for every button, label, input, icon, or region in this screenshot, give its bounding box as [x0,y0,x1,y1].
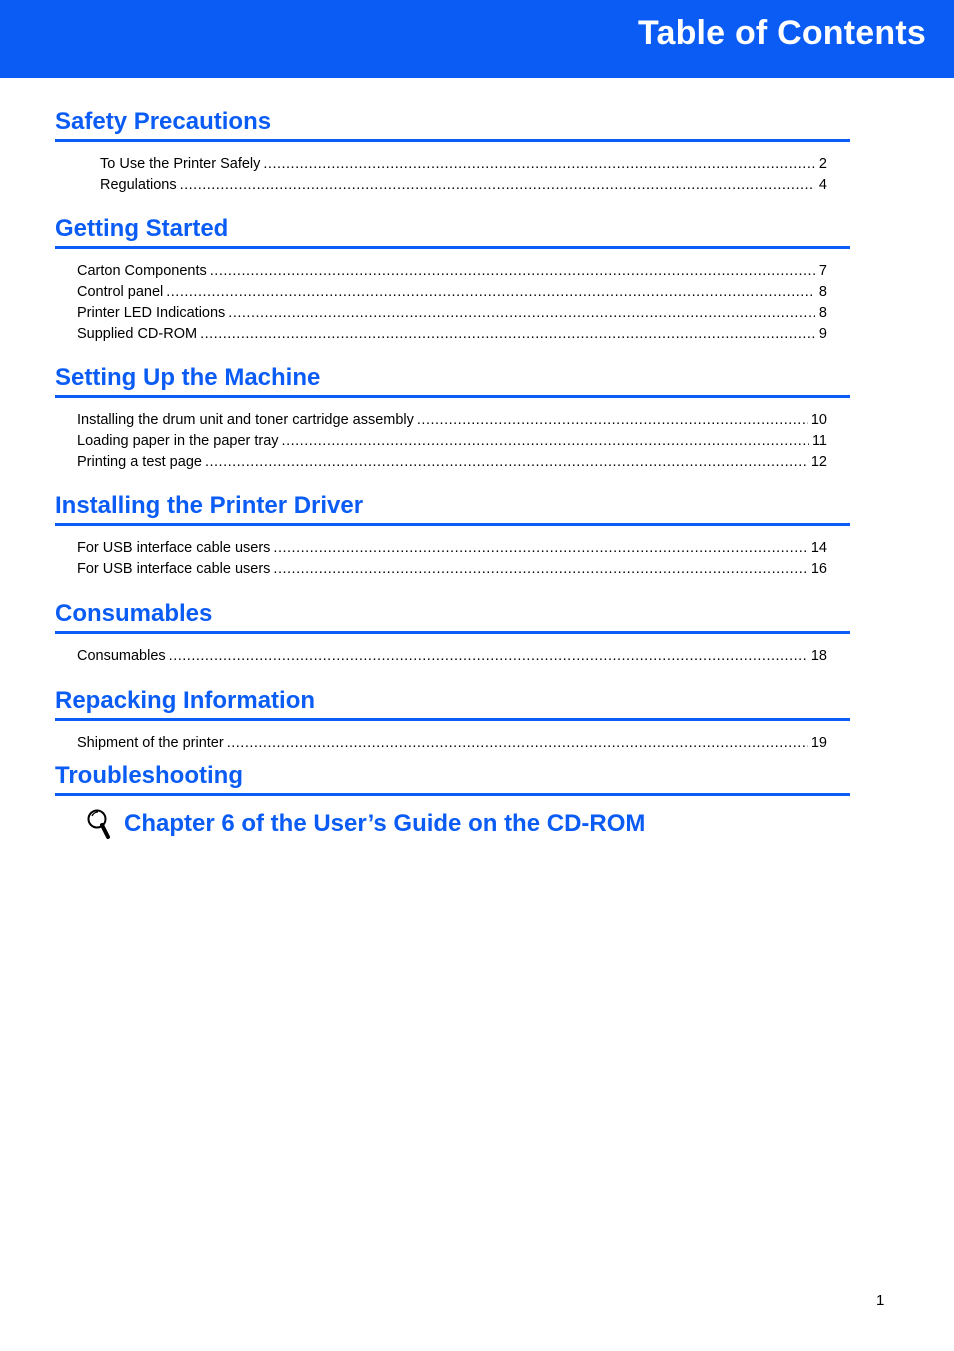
toc-entry[interactable] [55,175,850,196]
toc-entry-page: 12 [810,454,827,470]
section-printer-driver [55,492,850,580]
section-setting-up [55,364,850,473]
toc-entry[interactable] [55,559,850,580]
dot-leader [169,646,808,667]
toc-entry-page: 2 [818,156,827,172]
toc-entry-page: 10 [810,412,827,428]
section-title: Troubleshooting [55,762,850,796]
toc-entry[interactable] [55,646,850,667]
toc-entry[interactable] [55,261,850,282]
toc-entry-label: Printer LED Indications [77,305,226,321]
toc-entry[interactable] [55,538,850,559]
toc-entry-label: Installing the drum unit and toner cartridge assembly [77,412,414,428]
dot-leader [180,175,815,196]
toc-entry-page: 8 [818,305,827,321]
dot-leader [273,559,807,580]
toc-entry-label: For USB interface cable users [77,561,271,577]
toc-entry-label: To Use the Printer Safely [100,156,261,172]
toc-entry-label: Regulations [100,177,177,193]
toc-entry[interactable] [55,282,850,303]
reference-text: Chapter 6 of the User’s Guide on the CD-ROM [124,810,646,837]
toc-entry[interactable] [55,154,850,175]
toc-entry-label: Consumables [77,648,166,664]
section-title: Installing the Printer Driver [55,492,850,526]
section-getting-started [55,215,850,345]
toc-entry[interactable] [55,733,850,754]
section-troubleshooting [55,762,850,796]
section-safety-precautions [55,108,850,196]
toc-entry-page: 14 [810,540,827,556]
toc-entry-page: 19 [810,735,827,751]
toc-entry-page: 16 [810,561,827,577]
toc-entry-label: Loading paper in the paper tray [77,433,279,449]
toc-entry-page: 11 [811,433,827,449]
toc-entry-label: Shipment of the printer [77,735,224,751]
toc-entry-label: Supplied CD-ROM [77,326,198,342]
toc-entry-page: 18 [810,648,827,664]
section-title: Repacking Information [55,687,850,721]
section-repacking [55,687,850,754]
page-number: 1 [876,1292,885,1309]
toc-entry-page: 9 [818,326,827,342]
page-title: Table of Contents [638,14,926,52]
dot-leader [227,733,808,754]
toc-entry[interactable] [55,431,850,452]
toc-entry-label: For USB interface cable users [77,540,271,556]
section-title: Consumables [55,600,850,634]
cd-rom-reference[interactable] [86,808,645,840]
section-title: Safety Precautions [55,108,850,142]
toc-entry-page: 7 [818,263,827,279]
header-bar [0,0,954,78]
section-consumables [55,600,850,667]
dot-leader [273,538,807,559]
toc-entry-page: 8 [818,284,827,300]
dot-leader [263,154,815,175]
dot-leader [417,410,808,431]
dot-leader [282,431,809,452]
dot-leader [228,303,815,324]
toc-entry-label: Printing a test page [77,454,202,470]
toc-entry[interactable] [55,410,850,431]
toc-entry-page: 4 [818,177,827,193]
section-title: Setting Up the Machine [55,364,850,398]
toc-entry[interactable] [55,324,850,345]
toc-entry-label: Carton Components [77,263,207,279]
dot-leader [210,261,815,282]
toc-entry-label: Control panel [77,284,164,300]
dot-leader [200,324,815,345]
dot-leader [205,452,808,473]
toc-entry[interactable] [55,452,850,473]
magnifier-icon [86,808,112,840]
dot-leader [166,282,815,303]
toc-entry[interactable] [55,303,850,324]
section-title: Getting Started [55,215,850,249]
